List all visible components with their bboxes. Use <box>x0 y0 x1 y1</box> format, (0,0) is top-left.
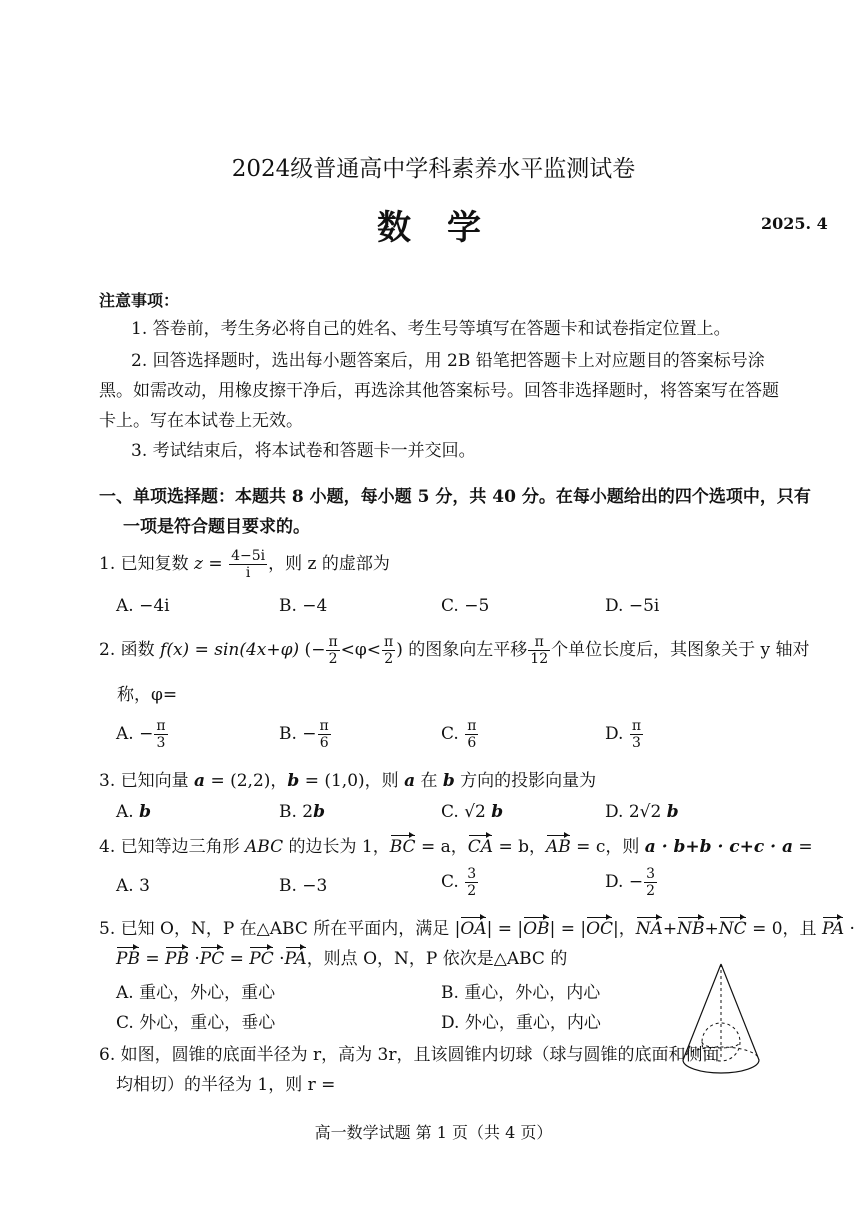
q2-func: f(x) = sin(4x+φ) <box>160 640 300 661</box>
q4-option-d-frac <box>644 866 657 899</box>
q5-option-c: C. 外心，重心，垂心 <box>116 1013 276 1033</box>
q2-option-c-num: π <box>467 718 477 734</box>
q4-option-c-prefix: C. <box>441 872 465 893</box>
q2-frac-lower-num: π <box>328 634 338 650</box>
notice-title: 注意事项： <box>99 291 180 310</box>
q2-option-a-frac <box>154 718 167 751</box>
q5-eq-1: = <box>139 949 165 969</box>
q2-option-d-frac <box>630 718 643 751</box>
q5-option-a: A. 重心，外心，重心 <box>116 983 276 1003</box>
q5-vec-nc: NC <box>718 919 747 939</box>
notice-item-2-line-2: 黑。如需改动，用橡皮擦干净后，再选涂其他答案标号。回答非选择题时，将答案写在答题 <box>99 381 779 401</box>
q4-option-d-num: 3 <box>646 866 655 882</box>
q5-vec-na: NA <box>635 919 663 939</box>
q1-fraction <box>229 548 267 581</box>
q2-prefix: 2. 函数 <box>99 640 161 661</box>
q4-option-d-den: 2 <box>646 883 655 900</box>
question-3 <box>99 766 596 791</box>
section-1-heading-line-1: 一、单项选择题：本题共 8 小题，每小题 5 分，共 40 分。在每小题给出的四个选项中，只有 <box>99 487 811 507</box>
q3-option-b-prefix: B. 2 <box>279 802 314 822</box>
q2-frac-lower <box>326 634 339 667</box>
q4-option-c <box>441 866 479 899</box>
q1-frac-num: 4−5i <box>231 548 266 564</box>
q5-dot-1: · <box>844 919 855 939</box>
question-5-line-2 <box>116 944 567 969</box>
q4-option-c-frac <box>465 866 478 899</box>
q2-option-d <box>605 718 644 751</box>
q3-option-c-prefix: C. √2 <box>441 802 492 822</box>
q1-option-b: B. −4 <box>279 596 328 616</box>
q5-plus-2: + <box>704 919 719 939</box>
q2-option-d-num: π <box>631 718 642 734</box>
q3-option-c-vec: b <box>491 802 504 822</box>
q5-vec-pb: PB <box>116 949 140 969</box>
question-5-line-1 <box>99 914 855 939</box>
q2-option-b <box>279 718 332 751</box>
q1-frac-den: i <box>245 565 251 582</box>
q3-option-a-prefix: A. <box>116 802 140 822</box>
q4-option-d <box>605 866 658 899</box>
q2-frac-lower-den: 2 <box>328 651 338 668</box>
subject-title: 数学 <box>377 208 517 248</box>
q3-vec-a: a <box>194 771 206 791</box>
q5-s2: | = | <box>549 919 587 939</box>
q2-option-a-prefix: A. − <box>116 724 154 745</box>
q3-prefix: 3. 已知向量 <box>99 771 195 791</box>
question-1 <box>99 548 390 581</box>
q5-vec-nb: NB <box>677 919 705 939</box>
question-2 <box>99 634 810 667</box>
q4-option-c-num: 3 <box>467 866 477 882</box>
q2-cond-close: ) 的图象向左平移 <box>396 640 528 661</box>
q5-option-d: D. 外心，重心，内心 <box>441 1013 601 1033</box>
q4-eq-c: = c，则 <box>570 837 645 857</box>
q3-option-a-vec: b <box>139 802 151 822</box>
q2-option-a-num: π <box>156 718 166 734</box>
q3-eq2: = (1,0)，则 <box>299 771 405 791</box>
q5-vec-oc: OC <box>586 919 614 939</box>
q2-frac-upper-den: 2 <box>384 651 394 668</box>
q3-vec-b-2: b <box>442 771 455 791</box>
q5-vec-pa-2: PA <box>284 949 307 969</box>
q4-vec-ab: AB <box>546 837 571 857</box>
question-4 <box>99 832 813 857</box>
q2-frac-shift-num: π <box>528 634 550 651</box>
q2-option-c-frac <box>465 718 478 751</box>
q4-abc: ABC <box>245 837 284 857</box>
q2-frac-shift <box>528 634 550 667</box>
q2-option-b-num: π <box>319 718 329 734</box>
q2-frac-shift-den: 12 <box>530 651 549 668</box>
question-6-line-2: 均相切）的半径为 1，则 r = <box>116 1075 336 1095</box>
exam-title: 2024级普通高中学科素养水平监测试卷 <box>231 156 636 182</box>
q2-option-a <box>116 718 169 751</box>
q4-end: = <box>793 837 813 857</box>
q4-mid: 的边长为 1， <box>283 837 390 857</box>
q3-option-d-vec: b <box>666 802 679 822</box>
q4-eq-a: = a， <box>415 837 468 857</box>
page-footer: 高一数学试题 第 1 页（共 4 页） <box>314 1123 553 1142</box>
q1-z: z <box>194 554 203 575</box>
q2-option-d-den: 3 <box>631 735 641 752</box>
q4-option-c-den: 2 <box>467 883 477 900</box>
q2-option-c-prefix: C. <box>441 724 465 745</box>
q5-line2-suffix: ，则点 O，N，P 依次是△ABC 的 <box>306 949 568 969</box>
notice-item-1: 1. 答卷前，考生务必将自己的姓名、考生号等填写在答题卡和试卷指定位置上。 <box>131 319 731 339</box>
q4-option-b: B. −3 <box>279 876 328 896</box>
q4-prefix: 4. 已知等边三角形 <box>99 837 246 857</box>
q2-option-c-den: 6 <box>467 735 477 752</box>
section-1-heading-line-2: 一项是符合题目要求的。 <box>123 517 310 537</box>
q1-option-c: C. −5 <box>441 596 490 616</box>
q2-cond-open: (− <box>299 640 326 661</box>
q2-suffix: 个单位长度后，其图象关于 y 轴对 <box>551 640 810 661</box>
question-6-line-1: 6. 如图，圆锥的底面半径为 r，高为 3r，且该圆锥内切球（球与圆锥的底面和侧面 <box>99 1045 720 1065</box>
q3-suffix: 方向的投影向量为 <box>454 771 597 791</box>
q5-s4: = 0，且 <box>746 919 822 939</box>
q2-option-b-den: 6 <box>319 735 329 752</box>
q5-s3: |， <box>613 919 636 939</box>
q3-option-b <box>279 802 325 822</box>
cone-right-edge <box>721 964 759 1060</box>
notice-item-3: 3. 考试结束后，将本试卷和答题卡一并交回。 <box>131 441 476 461</box>
q3-mid: 在 <box>415 771 443 791</box>
q1-prefix: 1. 已知复数 <box>99 554 195 575</box>
q3-vec-b: b <box>287 771 300 791</box>
q3-option-a <box>116 802 151 822</box>
cone-with-inscribed-sphere-figure <box>680 960 762 1090</box>
q3-option-b-vec: b <box>313 802 326 822</box>
q5-vec-oa: OA <box>460 919 487 939</box>
q1-eq: = <box>203 554 229 575</box>
q2-option-b-prefix: B. − <box>279 724 317 745</box>
q5-vec-pa: PA <box>821 919 845 939</box>
q3-eq1: = (2,2)， <box>205 771 288 791</box>
q1-option-a: A. −4i <box>116 596 170 616</box>
q2-frac-upper-num: π <box>384 634 394 650</box>
q5-line1-prefix: 5. 已知 O，N，P 在△ABC 所在平面内，满足 | <box>99 919 461 939</box>
q2-option-d-prefix: D. <box>605 724 629 745</box>
q5-eq-2: = <box>224 949 250 969</box>
notice-item-2-line-1: 2. 回答选择题时，选出每小题答案后，用 2B 铅笔把答题卡上对应题目的答案标号涂 <box>131 351 765 371</box>
q4-vec-ca: CA <box>467 837 494 857</box>
q5-dot-2: · <box>188 949 200 969</box>
q1-option-d: D. −5i <box>605 596 660 616</box>
q3-option-d-prefix: D. 2√2 <box>605 802 667 822</box>
q4-option-a: A. 3 <box>116 876 150 896</box>
q5-vec-pc: PC <box>199 949 225 969</box>
q4-option-d-prefix: D. − <box>605 872 644 893</box>
exam-date: 2025. 4 <box>761 214 828 233</box>
q4-expr: a · b+b · c+c · a <box>644 837 794 857</box>
q1-suffix: ，则 z 的虚部为 <box>268 554 390 575</box>
q3-vec-a-2: a <box>404 771 416 791</box>
q5-plus-1: + <box>662 919 678 939</box>
q2-option-c <box>441 718 479 751</box>
q2-option-a-den: 3 <box>156 735 166 752</box>
q5-vec-ob: OB <box>523 919 550 939</box>
q5-s1: | = | <box>486 919 524 939</box>
q5-dot-3: · <box>273 949 285 969</box>
q4-eq-b: = b， <box>493 837 546 857</box>
notice-item-2-line-3: 卡上。写在本试卷上无效。 <box>99 411 303 431</box>
q3-option-c <box>441 802 503 822</box>
q2-option-b-frac <box>318 718 331 751</box>
q3-option-d <box>605 802 679 822</box>
q5-vec-pb-2: PB <box>165 949 189 969</box>
question-2-line-2: 称，φ= <box>117 685 178 705</box>
q2-frac-upper <box>382 634 395 667</box>
q2-cond-mid: <φ< <box>340 640 382 661</box>
q5-option-b: B. 重心，外心，内心 <box>441 983 601 1003</box>
q4-vec-bc: BC <box>389 837 416 857</box>
q5-vec-pc-2: PC <box>249 949 274 969</box>
cone-base-front <box>683 1060 759 1073</box>
